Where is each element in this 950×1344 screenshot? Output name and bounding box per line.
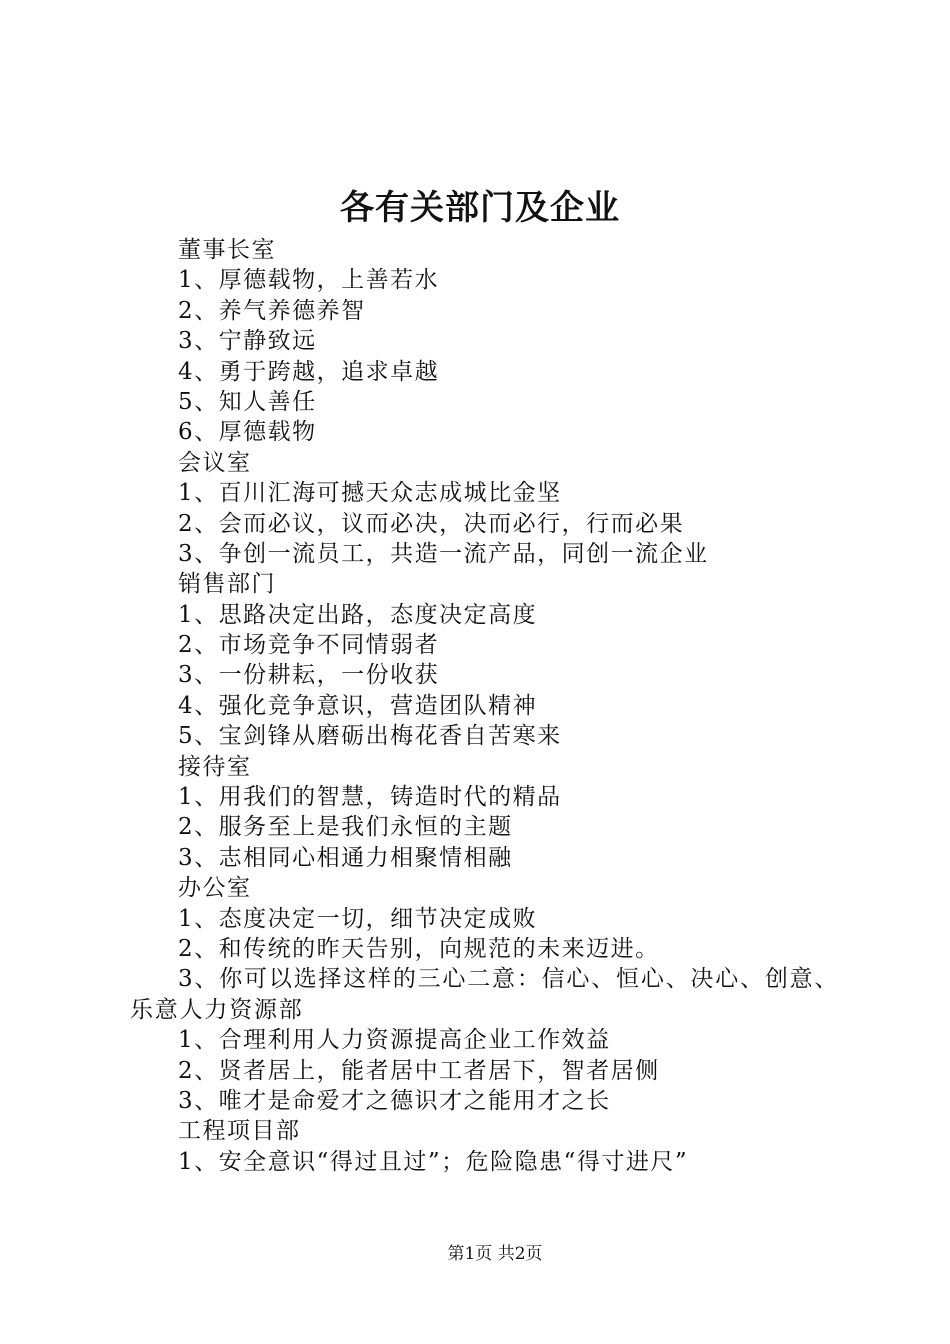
list-item: 2、贤者居上，能者居中工者居下，智者居侧 — [178, 1057, 660, 1084]
section-heading: 会议室 — [178, 449, 252, 476]
document-body — [130, 235, 860, 1177]
list-item: 1、百川汇海可撼天众志成城比金坚 — [178, 480, 562, 507]
list-item: 3、唯才是命爱才之德识才之能用才之长 — [178, 1087, 611, 1114]
page-number: 第1页 共2页 — [447, 1244, 543, 1264]
list-item: 1、思路决定出路，态度决定高度 — [178, 601, 538, 628]
section-heading: 办公室 — [178, 875, 252, 902]
section-heading: 接待室 — [178, 753, 252, 780]
section-heading: 工程项目部 — [178, 1118, 301, 1145]
document-title: 各有关部门及企业 — [340, 188, 620, 228]
list-item: 1、用我们的智慧，铸造时代的精品 — [178, 784, 562, 811]
list-item: 1、安全意识“得过且过”；危险隐患“得寸进尺” — [178, 1148, 689, 1175]
list-item: 5、宝剑锋从磨砺出梅花香自苦寒来 — [178, 723, 562, 750]
list-item: 1、态度决定一切，细节决定成败 — [178, 905, 538, 932]
list-item: 3、一份耕耘，一份收获 — [178, 662, 440, 689]
section-heading: 销售部门 — [178, 571, 276, 598]
list-item: 4、勇于跨越，追求卓越 — [178, 358, 440, 385]
list-item: 2、养气养德养智 — [178, 297, 366, 324]
list-item: 3、你可以选择这样的三心二意：信心、恒心、决心、创意、乐意人力资源部 — [130, 966, 840, 1023]
section-heading: 董事长室 — [178, 237, 276, 263]
list-item: 2、市场竞争不同情弱者 — [178, 632, 440, 659]
list-item: 6、厚德载物 — [178, 419, 317, 446]
list-item: 4、强化竞争意识，营造团队精神 — [178, 692, 538, 719]
list-item: 3、宁静致远 — [178, 328, 317, 355]
list-item: 2、服务至上是我们永恒的主题 — [178, 814, 513, 841]
list-item: 5、知人善任 — [178, 388, 317, 415]
list-item: 1、厚德载物，上善若水 — [178, 267, 440, 294]
list-item: 3、争创一流员工，共造一流产品，同创一流企业 — [178, 540, 709, 567]
list-item: 2、和传统的昨天告别，向规范的未来迈进。 — [178, 935, 660, 962]
list-item: 1、合理利用人力资源提高企业工作效益 — [178, 1027, 611, 1054]
list-item: 2、会而必议，议而必决，决而必行，行而必果 — [178, 510, 685, 537]
list-item: 3、志相同心相通力相聚情相融 — [178, 844, 513, 871]
